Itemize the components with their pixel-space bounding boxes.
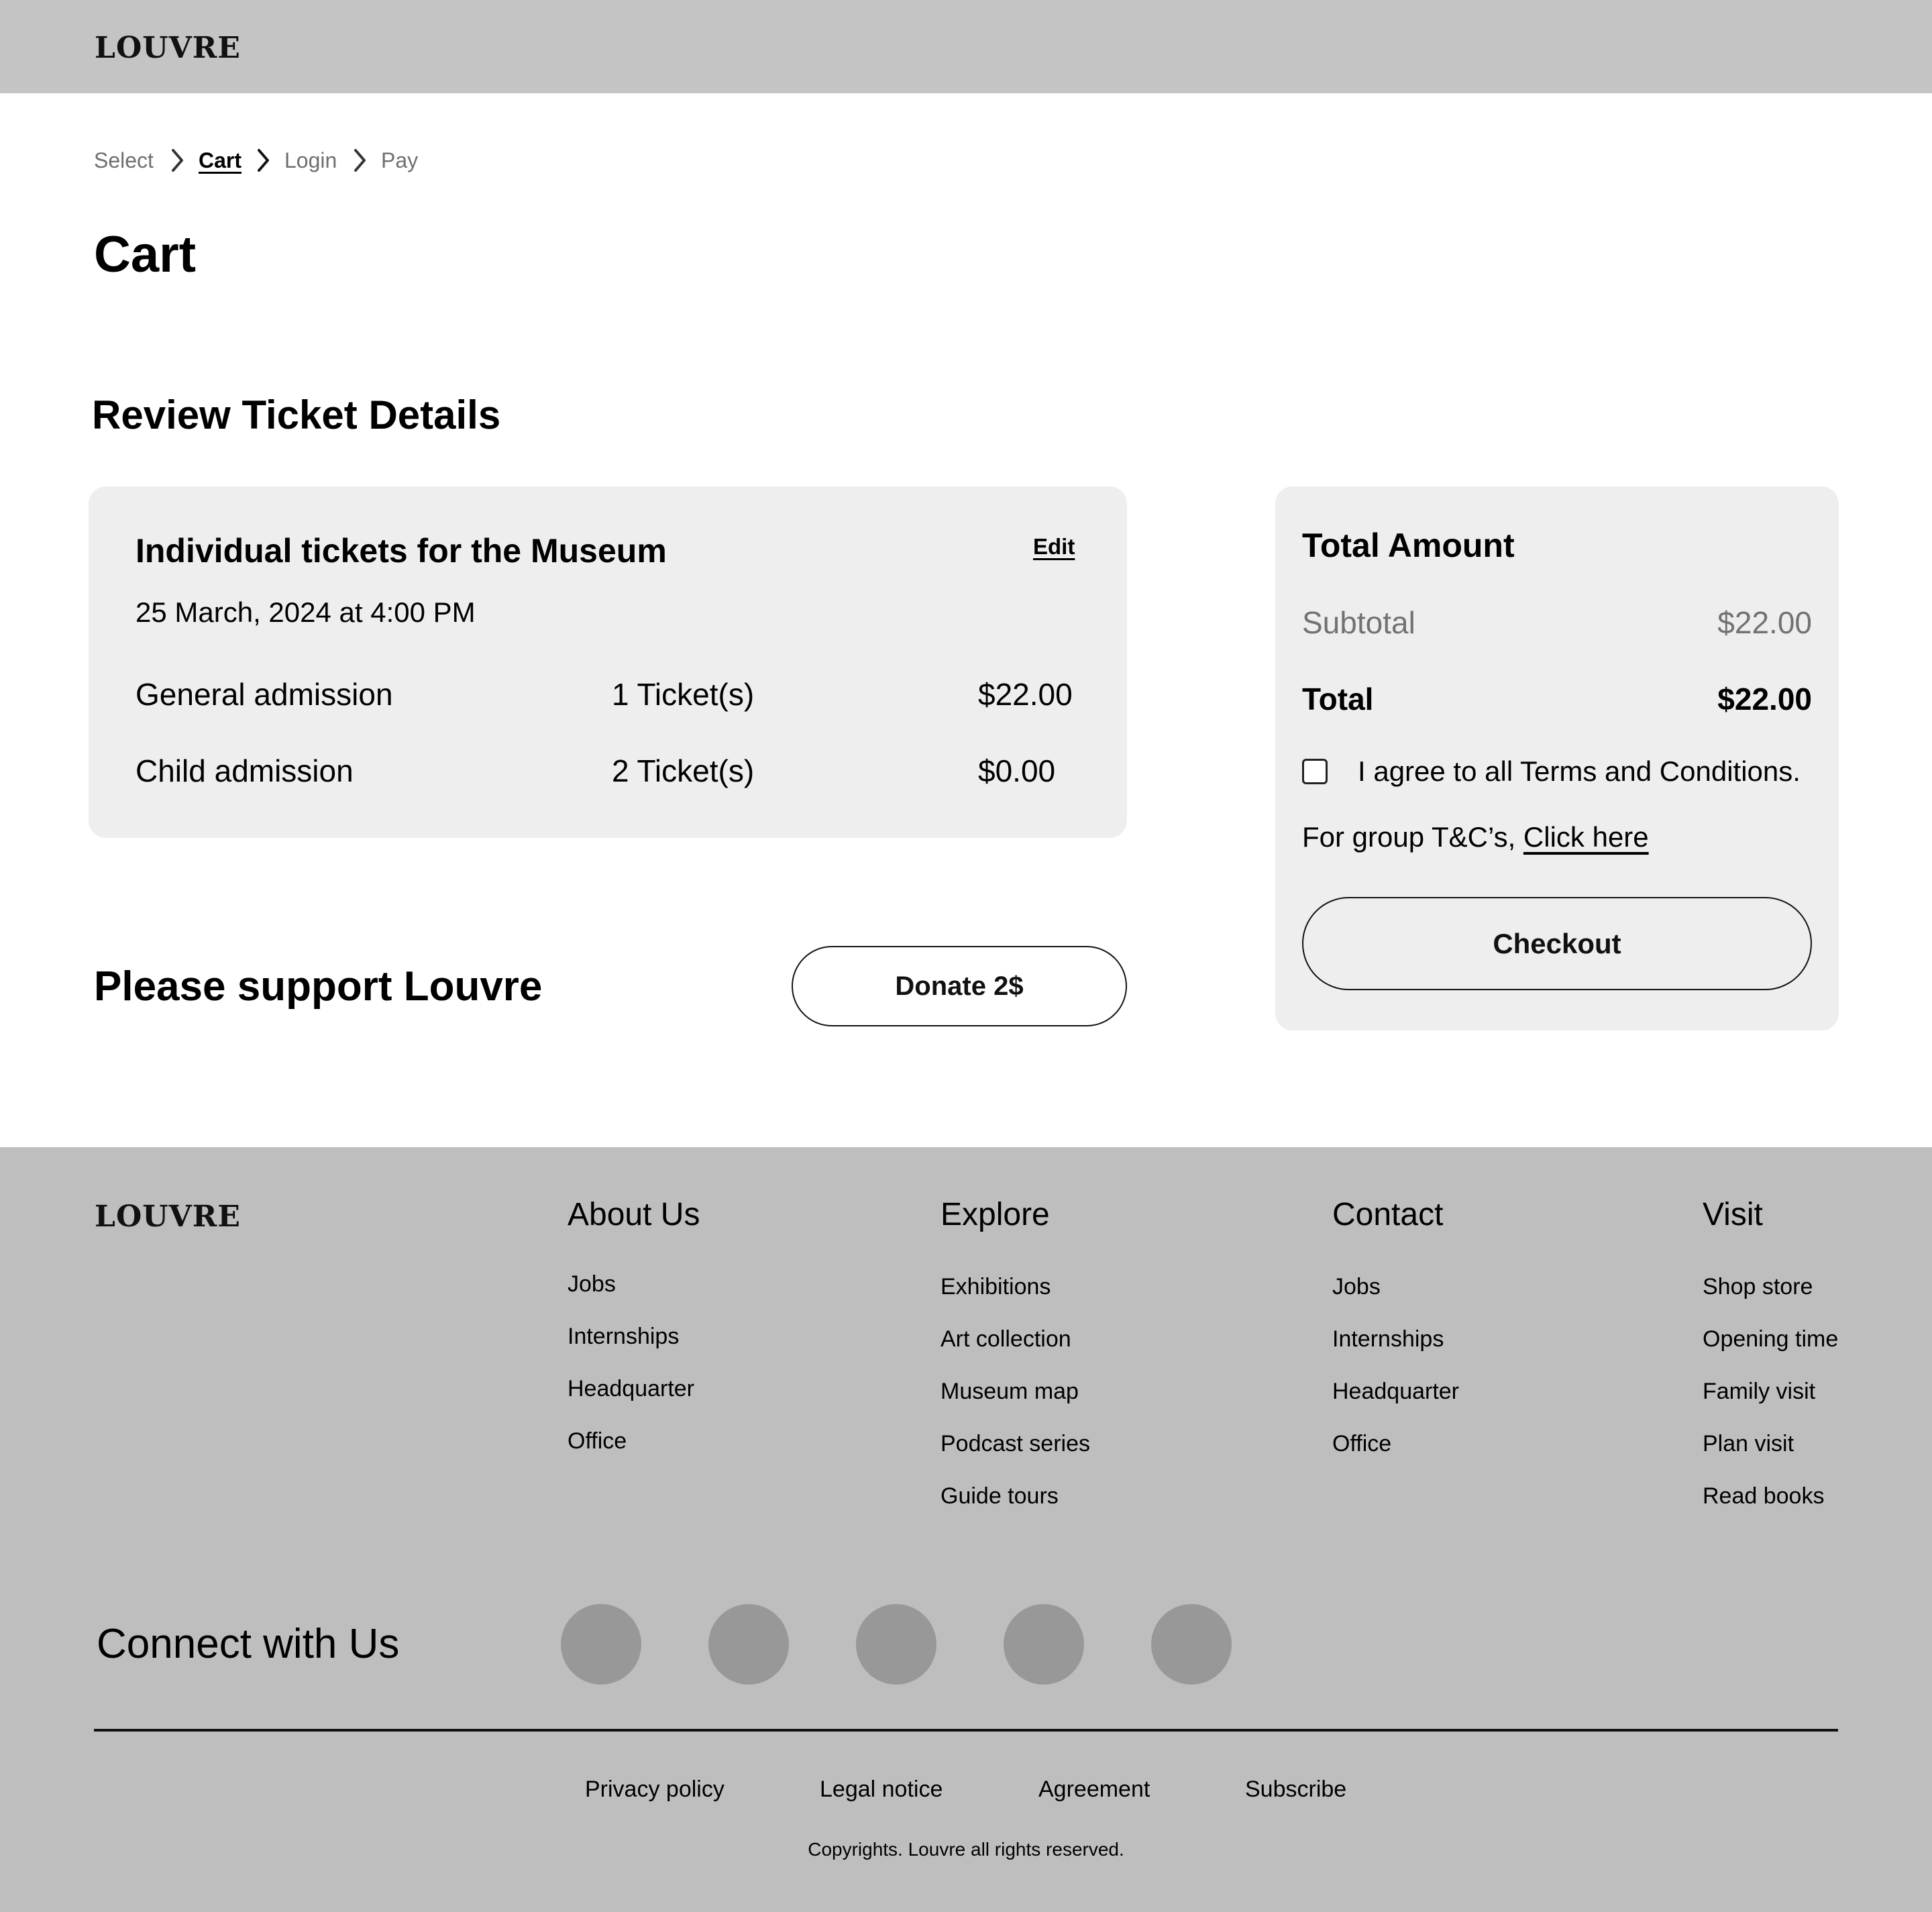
footer-link[interactable]: Podcast series: [941, 1431, 1090, 1456]
ticket-quantity: 2 Ticket(s): [612, 753, 755, 788]
support-title: Please support Louvre: [94, 963, 543, 1010]
footer-link[interactable]: Guide tours: [941, 1483, 1059, 1509]
ticket-price: $22.00: [978, 677, 1073, 712]
ticket-details-card: [89, 486, 1127, 838]
footer-column-heading: Explore: [941, 1197, 1050, 1232]
chevron-right-icon: [170, 148, 185, 173]
group-tc-line: [1302, 820, 1649, 854]
group-tc-text: For group T&C’s,: [1302, 821, 1516, 853]
footer-link[interactable]: Family visit: [1703, 1379, 1816, 1404]
subtotal-label: Subtotal: [1302, 605, 1415, 640]
total-label: Total: [1302, 682, 1374, 716]
footer-link[interactable]: Headquarter: [568, 1376, 695, 1401]
total-amount-title: Total Amount: [1302, 527, 1515, 564]
footer-link[interactable]: Headquarter: [1332, 1379, 1460, 1404]
footer-link[interactable]: Opening time: [1703, 1326, 1839, 1352]
footer-link[interactable]: Office: [568, 1428, 627, 1454]
social-icon[interactable]: [856, 1604, 936, 1685]
copyright-text: Copyrights. Louvre all rights reserved.: [808, 1839, 1124, 1860]
edit-link[interactable]: Edit: [1033, 534, 1075, 559]
footer-divider: [94, 1729, 1838, 1732]
chevron-right-icon: [256, 148, 271, 173]
legal-link-subscribe[interactable]: Subscribe: [1245, 1776, 1347, 1802]
breadcrumb-step-select[interactable]: Select: [94, 148, 154, 172]
top-header: [0, 0, 1932, 93]
ticket-price: $0.00: [978, 753, 1056, 788]
ticket-type: General admission: [136, 677, 393, 712]
footer-link[interactable]: Internships: [1332, 1326, 1444, 1352]
breadcrumb-step-login[interactable]: Login: [284, 148, 337, 172]
footer: [0, 1147, 1932, 1912]
footer-link[interactable]: Office: [1332, 1431, 1392, 1456]
header-logo[interactable]: LOUVRE: [95, 31, 241, 65]
terms-checkbox[interactable]: [1302, 759, 1328, 784]
checkout-button[interactable]: Checkout: [1302, 897, 1812, 990]
breadcrumb-step-cart[interactable]: Cart: [199, 148, 242, 172]
ticket-type: Child admission: [136, 753, 354, 788]
group-tc-link[interactable]: Click here: [1523, 821, 1649, 853]
footer-logo[interactable]: LOUVRE: [95, 1200, 241, 1234]
chevron-right-icon: [353, 148, 368, 173]
section-title: Review Ticket Details: [92, 392, 501, 437]
footer-link[interactable]: Exhibitions: [941, 1274, 1051, 1299]
legal-link-agreement[interactable]: Agreement: [1038, 1776, 1150, 1802]
ticket-datetime: 25 March, 2024 at 4:00 PM: [136, 596, 476, 628]
connect-title: Connect with Us: [97, 1621, 400, 1667]
legal-link-notice[interactable]: Legal notice: [820, 1776, 943, 1802]
breadcrumb-step-pay[interactable]: Pay: [381, 148, 419, 172]
subtotal-value: $22.00: [1717, 605, 1812, 640]
social-icon[interactable]: [1151, 1604, 1232, 1685]
footer-link[interactable]: Internships: [568, 1324, 680, 1349]
footer-link[interactable]: Plan visit: [1703, 1431, 1794, 1456]
total-amount-card: [1275, 486, 1839, 1030]
social-icon[interactable]: [561, 1604, 641, 1685]
legal-link-privacy[interactable]: Privacy policy: [585, 1776, 724, 1802]
total-value: $22.00: [1717, 682, 1812, 716]
footer-link[interactable]: Jobs: [568, 1271, 616, 1297]
footer-column-heading: Visit: [1703, 1197, 1763, 1232]
social-icon[interactable]: [1004, 1604, 1084, 1685]
footer-column-heading: About Us: [568, 1197, 700, 1232]
social-icon[interactable]: [708, 1604, 789, 1685]
ticket-title: Individual tickets for the Museum: [136, 532, 667, 570]
ticket-quantity: 1 Ticket(s): [612, 677, 755, 712]
page-title: Cart: [94, 226, 197, 283]
footer-link[interactable]: Read books: [1703, 1483, 1825, 1509]
footer-column-heading: Contact: [1332, 1197, 1444, 1232]
footer-link[interactable]: Shop store: [1703, 1274, 1813, 1299]
footer-link[interactable]: Art collection: [941, 1326, 1071, 1352]
donate-button[interactable]: Donate 2$: [792, 946, 1127, 1026]
footer-link[interactable]: Jobs: [1332, 1274, 1381, 1299]
footer-link[interactable]: Museum map: [941, 1379, 1079, 1404]
terms-label[interactable]: I agree to all Terms and Conditions.: [1358, 755, 1801, 787]
